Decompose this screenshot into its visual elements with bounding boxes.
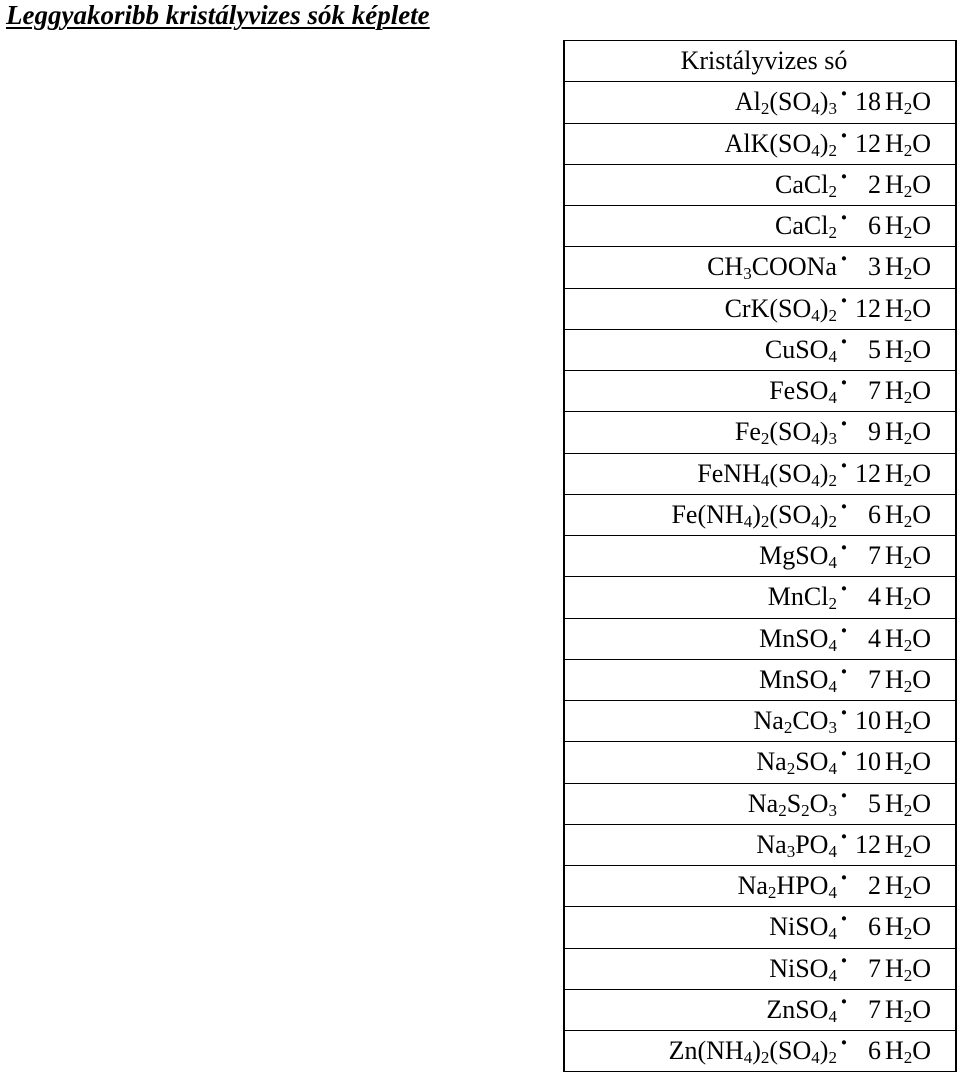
salt-cell (564, 904, 956, 948)
table-row (564, 577, 956, 618)
salt-formula: $Na_2HPO_4$ (737, 871, 837, 903)
water-coefficient: 7 (867, 376, 881, 406)
hydrate-dot: · (839, 986, 849, 1016)
table-header-row (564, 41, 956, 82)
salt-formula: $Na_2S_2O_3$ (747, 788, 837, 820)
table-row (564, 948, 956, 989)
water-coefficient: 12 (854, 293, 881, 323)
salt-cell (564, 986, 956, 1030)
hydrate-dot: · (839, 574, 849, 604)
water-coefficient: 5 (867, 788, 881, 818)
water-coefficient: 7 (867, 953, 881, 983)
salt-cell (564, 698, 956, 742)
table-row (564, 536, 956, 577)
hydrate-dot: · (839, 244, 849, 274)
water-formula: $H_2O$ (884, 417, 931, 449)
water-coefficient: 7 (867, 664, 881, 694)
salt-cell (564, 615, 956, 659)
water-formula: $H_2O$ (884, 623, 931, 655)
salt-formula: CuSO$_4$ (764, 334, 837, 366)
salt-formula: $Fe(NH_4)_2(SO_4)_2$ (671, 499, 837, 531)
water-coefficient: 6 (867, 211, 881, 241)
table-row (564, 659, 956, 700)
table-row (564, 329, 956, 370)
water-formula: $H_2O$ (884, 994, 931, 1026)
water-coefficient: 10 (854, 747, 881, 777)
salt-formula: $Fe_2(SO_4)_3$ (734, 417, 837, 449)
salt-table (563, 40, 957, 1072)
salt-cell (564, 450, 956, 494)
salt-formula: $Zn(NH_4)_2(SO_4)_2$ (668, 1036, 837, 1068)
water-formula: $H_2O$ (884, 788, 931, 820)
hydrate-dot: · (839, 1028, 849, 1058)
water-formula: $H_2O$ (884, 334, 931, 366)
table-row (564, 701, 956, 742)
table-row (564, 164, 956, 205)
hydrate-dot: · (839, 326, 849, 356)
salt-cell (564, 244, 956, 288)
salt-formula: $Al_2(SO_4)_3$ (734, 87, 837, 119)
hydrate-dot: · (839, 739, 849, 769)
water-coefficient: 2 (867, 169, 881, 199)
water-formula: $H_2O$ (884, 953, 931, 985)
salt-formula: $Na_2CO_3$ (753, 706, 837, 738)
salt-formula: CaCl$_2$ (774, 169, 837, 201)
salt-cell (564, 79, 956, 123)
water-coefficient: 12 (854, 829, 881, 859)
salt-formula: MgSO$_4$ (759, 541, 837, 573)
water-coefficient: 12 (854, 458, 881, 488)
salt-formula: NiSO$_4$ (769, 912, 837, 944)
water-coefficient: 6 (867, 912, 881, 942)
salt-formula: FeSO$_4$ (769, 376, 837, 408)
salt-cell (564, 821, 956, 865)
table-row (564, 866, 956, 907)
water-coefficient: 3 (867, 252, 881, 282)
water-formula: $H_2O$ (884, 541, 931, 573)
column-header-salt: Kristályvizes só (564, 41, 956, 82)
hydrate-dot: · (839, 698, 849, 728)
table-row (564, 82, 956, 123)
salt-formula: MnSO$_4$ (759, 623, 837, 655)
salt-cell (564, 161, 956, 205)
salt-cell (564, 533, 956, 577)
water-formula: $H_2O$ (884, 499, 931, 531)
salt-cell (564, 285, 956, 329)
table-row (564, 989, 956, 1030)
water-coefficient: 12 (854, 128, 881, 158)
table-row (564, 206, 956, 247)
water-formula: $H_2O$ (884, 747, 931, 779)
water-formula: $H_2O$ (884, 376, 931, 408)
hydrate-dot: · (839, 161, 849, 191)
table-row (564, 742, 956, 783)
hydrate-dot: · (839, 904, 849, 934)
salt-formula: $CH_3COONa$ (707, 252, 837, 284)
salt-formula: $CrK(SO_4)_2$ (724, 293, 837, 325)
water-coefficient: 18 (854, 87, 881, 117)
water-coefficient: 10 (854, 706, 881, 736)
table-row (564, 783, 956, 824)
water-coefficient: 6 (867, 1036, 881, 1066)
water-coefficient: 9 (867, 417, 881, 447)
water-formula: $H_2O$ (884, 664, 931, 696)
salt-cell (564, 656, 956, 700)
water-coefficient: 4 (867, 582, 881, 612)
hydrate-dot: · (839, 615, 849, 645)
salt-formula: CaCl$_2$ (774, 211, 837, 243)
water-formula: $H_2O$ (884, 458, 931, 490)
table-row (564, 494, 956, 535)
salt-cell (564, 491, 956, 535)
table-row (564, 288, 956, 329)
table-row (564, 412, 956, 453)
table-row (564, 907, 956, 948)
hydrate-dot: · (839, 821, 849, 851)
salt-cell (564, 574, 956, 618)
table-row (564, 123, 956, 164)
hydrate-dot: · (839, 656, 849, 686)
water-formula: $H_2O$ (884, 1036, 931, 1068)
hydrate-dot: · (839, 203, 849, 233)
hydrate-dot: · (839, 533, 849, 563)
salt-formula: $FeNH_4(SO_4)_2$ (697, 458, 837, 490)
water-formula: $H_2O$ (884, 252, 931, 284)
water-coefficient: 6 (867, 499, 881, 529)
water-formula: $H_2O$ (884, 169, 931, 201)
hydrate-dot: · (839, 945, 849, 975)
salt-cell (564, 120, 956, 164)
hydrate-dot: · (839, 863, 849, 893)
water-formula: $H_2O$ (884, 706, 931, 738)
salt-cell (564, 203, 956, 247)
water-coefficient: 7 (867, 541, 881, 571)
hydrate-dot: · (839, 780, 849, 810)
table-row (564, 1031, 956, 1072)
water-coefficient: 2 (867, 871, 881, 901)
water-coefficient: 4 (867, 623, 881, 653)
hydrate-dot: · (839, 79, 849, 109)
water-formula: $H_2O$ (884, 829, 931, 861)
table-row (564, 453, 956, 494)
salt-formula: $AlK(SO_4)_2$ (724, 128, 837, 160)
salt-formula: $Na_3PO_4$ (756, 829, 837, 861)
water-coefficient: 7 (867, 994, 881, 1024)
table-row (564, 247, 956, 288)
salt-formula: ZnSO$_4$ (766, 994, 837, 1026)
water-formula: $H_2O$ (884, 87, 931, 119)
water-formula: $H_2O$ (884, 128, 931, 160)
water-formula: $H_2O$ (884, 582, 931, 614)
hydrate-dot: · (839, 409, 849, 439)
salt-formula: $Na_2SO_4$ (756, 747, 837, 779)
hydrate-dot: · (839, 491, 849, 521)
salt-cell (564, 780, 956, 824)
salt-cell (564, 945, 956, 989)
table-row (564, 824, 956, 865)
page-title: Leggyakoribb kristályvizes sók képlete (6, 0, 430, 30)
hydrate-dot: · (839, 368, 849, 398)
salt-formula: NiSO$_4$ (769, 953, 837, 985)
salt-cell (564, 863, 956, 907)
water-formula: $H_2O$ (884, 871, 931, 903)
water-formula: $H_2O$ (884, 912, 931, 944)
table-row (564, 618, 956, 659)
salt-cell (564, 409, 956, 453)
table-row (564, 371, 956, 412)
water-formula: $H_2O$ (884, 211, 931, 243)
salt-cell (564, 326, 956, 370)
salt-cell (564, 739, 956, 783)
salt-cell (564, 1028, 956, 1072)
water-coefficient: 5 (867, 334, 881, 364)
hydrate-dot: · (839, 450, 849, 480)
hydrate-dot: · (839, 120, 849, 150)
salt-cell (564, 368, 956, 412)
salt-formula: MnCl$_2$ (767, 582, 837, 614)
water-formula: $H_2O$ (884, 293, 931, 325)
table-body (564, 79, 956, 1072)
hydrate-dot: · (839, 285, 849, 315)
salt-formula: MnSO$_4$ (759, 664, 837, 696)
